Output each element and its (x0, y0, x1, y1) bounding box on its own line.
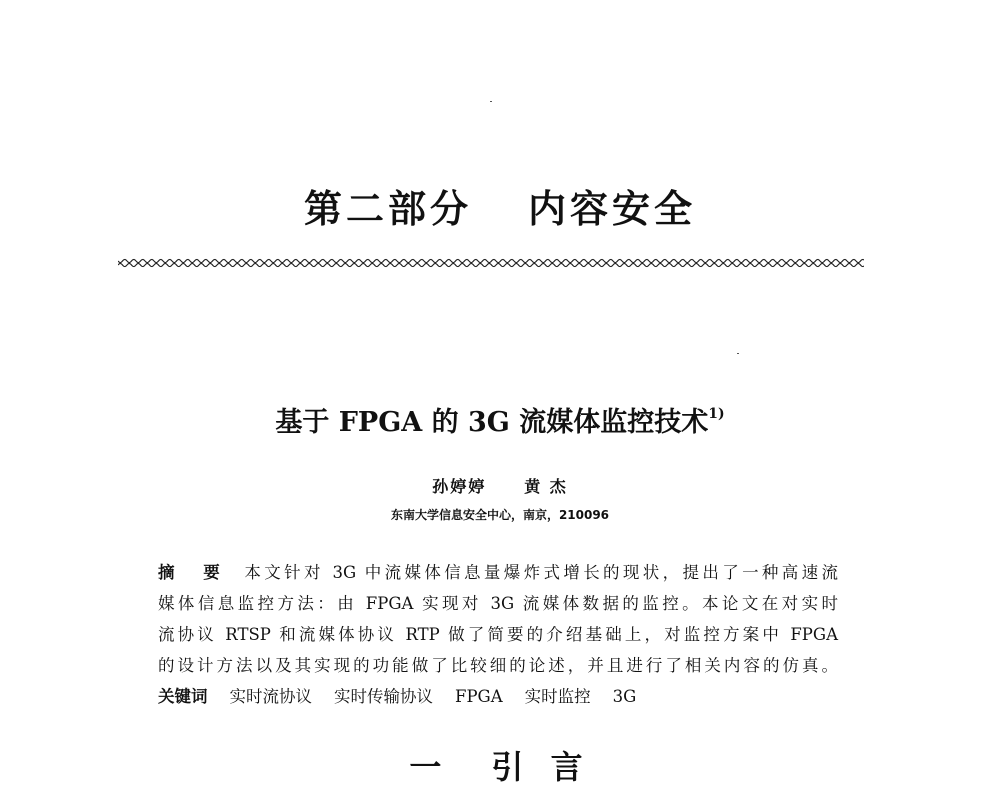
abstract-text: 本文针对 3G 中流媒体信息量爆炸式增长的现状，提出了一种高速流 (241, 563, 838, 582)
scan-speck (490, 101, 492, 102)
keyword: 实时流协议 (229, 687, 312, 706)
affiliation: 东南大学信息安全中心，南京，210096 (390, 508, 610, 522)
section-title: 引 言 (491, 748, 591, 786)
author-name: 黄 杰 (524, 477, 568, 496)
keywords-label: 关键词 (158, 687, 208, 706)
paper-title-text: 基于 FPGA 的 3G 流媒体监控技术 (275, 407, 709, 438)
wavy-divider (118, 256, 864, 270)
authors (0, 474, 1000, 497)
keyword: 实时监控 (524, 687, 591, 706)
footnote-mark: 1) (708, 406, 725, 422)
abstract-label: 摘 要 (158, 563, 224, 582)
keyword: FPGA (455, 687, 503, 706)
author-name: 孙婷婷 (432, 477, 487, 496)
part-name: 内容安全 (528, 186, 697, 231)
scan-speck (737, 353, 739, 354)
keyword: 实时传输协议 (334, 687, 433, 706)
part-number: 第二部分 (303, 186, 472, 231)
abstract-line (158, 557, 838, 588)
section-heading (0, 742, 1000, 788)
keyword: 3G (612, 687, 637, 706)
paper-title (0, 400, 1000, 439)
abstract-line: 的设计方法以及其实现的功能做了比较细的论述，并且进行了相关内容的仿真。 (158, 656, 838, 675)
abstract-line: 媒体信息监控方法：由 FPGA 实现对 3G 流媒体数据的监控。本论文在对实时 (158, 594, 838, 613)
part-heading (0, 178, 1000, 233)
abstract (158, 557, 838, 681)
keywords (158, 681, 636, 712)
section-number: 一 (409, 748, 450, 786)
abstract-line: 流协议 RTSP 和流媒体协议 RTP 做了简要的介绍基础上，对监控方案中 FPGA (158, 625, 838, 644)
